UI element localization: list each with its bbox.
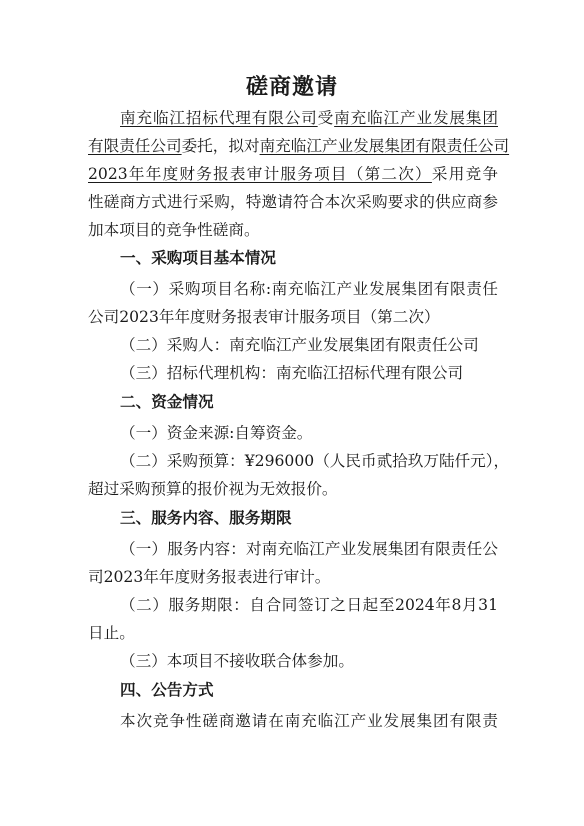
- s1-item1-line-2: 公司2023年年度财务报表审计服务项目（第二次）: [88, 308, 440, 326]
- intro-line-2: [88, 136, 510, 156]
- intro-line-3: [88, 164, 498, 184]
- s3-item1-line-2: 司2023年年度财务报表进行审计。: [88, 568, 331, 586]
- s2-item2-line-1: （二）采购预算：¥296000（人民币贰拾玖万陆仟元），: [120, 452, 510, 470]
- purchaser-name-part2: 有限责任公司: [88, 137, 182, 155]
- purchaser-name-part1: 南充临江产业发展集团: [334, 109, 498, 127]
- s3-item2-line-2: 日止。: [88, 624, 135, 642]
- section-3-heading: 三、服务内容、服务期限: [120, 509, 292, 527]
- section-4-heading: 四、公告方式: [120, 681, 214, 699]
- purchaser-name-full: 南充临江产业发展集团有限责任公司: [259, 137, 510, 155]
- s1-item2: （二）采购人：南充临江产业发展集团有限责任公司: [120, 336, 479, 354]
- section-2-heading: 二、资金情况: [120, 393, 214, 411]
- s1-item1-line-1: （一）采购项目名称:南充临江产业发展集团有限责任: [120, 280, 498, 298]
- agency-name: 南充临江招标代理有限公司: [120, 109, 318, 127]
- intro-line-5: 加本项目的竞争性磋商。: [88, 221, 260, 239]
- s3-item1-line-1: （一）服务内容：对南充临江产业发展集团有限责任公: [120, 540, 498, 558]
- project-name: 2023年年度财务报表审计服务项目（第二次）: [88, 165, 432, 183]
- s4-line-1: 本次竞争性磋商邀请在南充临江产业发展集团有限责: [120, 712, 498, 730]
- s3-item2-line-1: （二）服务期限：自合同签订之日起至2024年8月31: [120, 596, 498, 614]
- s1-item3: （三）招标代理机构：南充临江招标代理有限公司: [120, 364, 464, 382]
- intro-text: 采用竞争: [431, 165, 498, 183]
- intro-text: 委托，拟对: [181, 137, 260, 155]
- s2-item2-line-2: 超过采购预算的报价视为无效报价。: [88, 480, 338, 498]
- s3-item3: （三）本项目不接收联合体参加。: [120, 652, 354, 670]
- intro-text: 受: [317, 109, 335, 127]
- intro-line-1: [120, 108, 498, 128]
- s2-item1: （一）资金来源:自筹资金。: [120, 424, 313, 442]
- intro-line-4: 性磋商方式进行采购，特邀请符合本次采购要求的供应商参: [88, 193, 498, 211]
- document-title: 磋商邀请: [245, 75, 338, 100]
- section-1-heading: 一、采购项目基本情况: [120, 249, 276, 267]
